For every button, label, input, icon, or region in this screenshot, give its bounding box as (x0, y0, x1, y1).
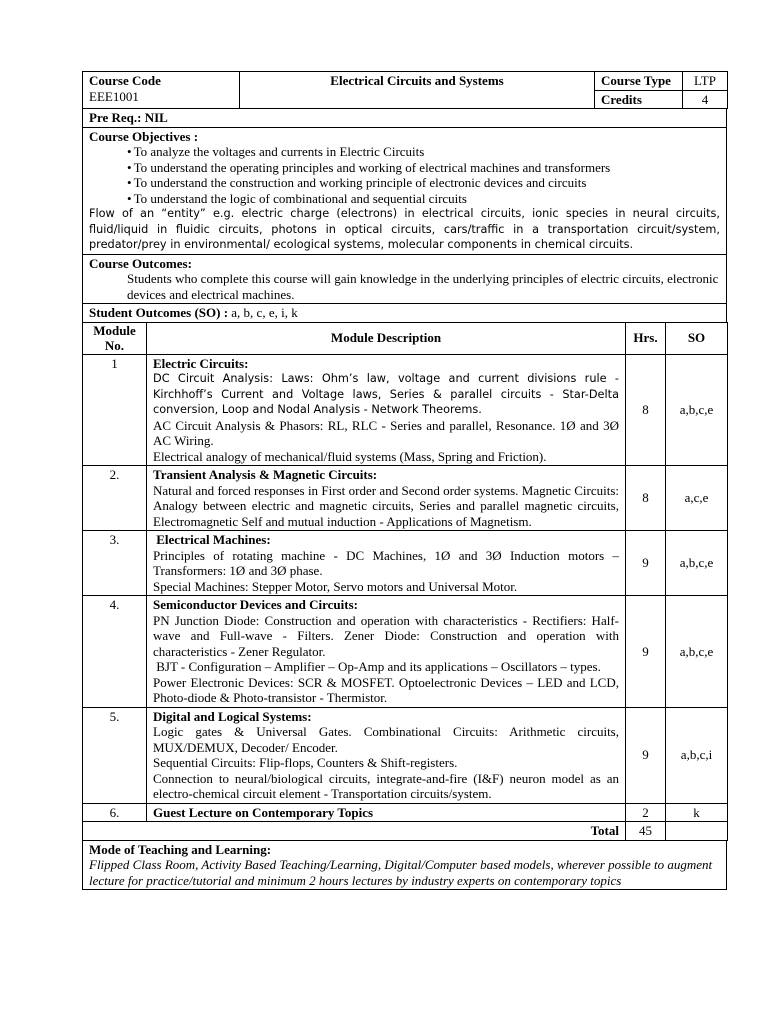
prerequisites: Pre Req.: NIL (83, 109, 727, 128)
student-outcomes-row (83, 304, 727, 323)
module-number: 2. (83, 466, 147, 531)
objective-item: • To understand the construction and working principle of electronic devices and circuits (127, 175, 720, 191)
objectives-list (89, 144, 720, 206)
module-so: a,b,c,e (666, 531, 728, 596)
module-line: Electrical analogy of mechanical/fluid systems (Mass, Spring and Friction). (153, 448, 547, 464)
mode-title: Mode of Teaching and Learning: (89, 841, 272, 857)
mode-table (82, 840, 727, 891)
module-so: a,c,e (666, 466, 728, 531)
objective-item: • To analyze the voltages and currents in Electric Circuits (127, 144, 720, 160)
module-so: k (666, 803, 728, 822)
module-row (83, 596, 728, 708)
module-description-header: Module Description (147, 322, 626, 354)
objective-item: • To understand the operating principles and working of electrical machines and transformers (127, 160, 720, 176)
objective-item: • To understand the logic of combinational and sequential circuits (127, 191, 720, 207)
module-line: BJT - Configuration – Amplifier – Op-Amp and its applications – Oscillators – types. (153, 659, 601, 674)
module-title: Guest Lecture on Contemporary Topics (153, 804, 374, 820)
module-number: 3. (83, 531, 147, 596)
module-hours: 9 (626, 596, 666, 708)
mode-text: Flipped Class Room, Activity Based Teaching/Learning, Digital/Computer based models, wherever possible to augment lecture for practice/tutorial and minimum 2 hours lectures by industry experts on contemporary topics (89, 857, 713, 888)
total-row (83, 822, 728, 841)
modules-table (82, 322, 728, 841)
module-hours: 9 (626, 707, 666, 803)
total-label: Total (83, 822, 626, 841)
module-so: a,b,c,e (666, 354, 728, 466)
course-code-cell (83, 72, 240, 109)
module-hours: 9 (626, 531, 666, 596)
module-hours: 8 (626, 354, 666, 466)
module-hours: 2 (626, 803, 666, 822)
course-title: Electrical Circuits and Systems (240, 72, 595, 109)
module-line: Natural and forced responses in First order and Second order systems. Magnetic Circuits: Analogy between electric and magnetic circuits, Series and parallel magnetic circuits, Electromagnetic Self and mutual induction - Applications of Magnetism. (153, 482, 619, 529)
module-line: Power Electronic Devices: SCR & MOSFET. Optoelectronic Devices – LED and LCD, Photo-diode & Photo-transistor - Thermistor. (153, 674, 619, 705)
total-hours: 45 (626, 822, 666, 841)
module-no-header: Module No. (83, 322, 147, 354)
module-so: a,b,c,i (666, 707, 728, 803)
module-description (147, 354, 626, 466)
module-title: Digital and Logical Systems: (153, 708, 312, 724)
module-number: 6. (83, 803, 147, 822)
module-line: Connection to neural/biological circuits, integrate-and-fire (I&F) neuron model as an electro-chemical circuit element - Transportation circuits/system. (153, 770, 619, 801)
module-row (83, 531, 728, 596)
module-row (83, 803, 728, 822)
course-outcomes-title: Course Outcomes: (89, 255, 192, 271)
credits-value: 4 (683, 90, 728, 109)
so-header: SO (666, 322, 728, 354)
module-row (83, 466, 728, 531)
syllabus-page (82, 71, 727, 890)
student-outcomes-value: a, b, c, e, i, k (228, 305, 298, 320)
module-line: AC Circuit Analysis & Phasors: RL, RLC - Series and parallel, Resonance. 1Ø and 3Ø AC Wiring. (153, 417, 619, 448)
student-outcomes-label: Student Outcomes (SO) : (89, 305, 229, 320)
module-title: Transient Analysis & Magnetic Circuits: (153, 467, 378, 482)
module-so: a,b,c,e (666, 596, 728, 708)
hours-header: Hrs. (626, 322, 666, 354)
module-line: Sequential Circuits: Flip-flops, Counters & Shift-registers. (153, 755, 458, 770)
module-line: Principles of rotating machine - DC Machines, 1Ø and 3Ø Induction motors – Transformers: 1Ø and 3Ø phase. (153, 547, 619, 578)
module-number: 4. (83, 596, 147, 708)
course-type-value: LTP (683, 72, 728, 91)
module-line: Special Machines: Stepper Motor, Servo motors and Universal Motor. (153, 578, 518, 594)
module-title: Electrical Machines: (153, 532, 271, 547)
course-objectives-title: Course Objectives : (89, 128, 199, 144)
module-line: Logic gates & Universal Gates. Combinational Circuits: Arithmetic circuits, MUX/DEMUX, Decoder/ Encoder. (153, 724, 619, 755)
module-hours: 8 (626, 466, 666, 531)
credits-label: Credits (595, 90, 683, 109)
module-description (147, 531, 626, 596)
total-so-empty (666, 822, 728, 841)
module-description (147, 466, 626, 531)
course-outcomes-section (83, 254, 727, 304)
mode-of-teaching-section (83, 840, 727, 890)
module-description (147, 803, 626, 822)
course-type-label: Course Type (595, 72, 683, 91)
module-title: Semiconductor Devices and Circuits: (153, 597, 358, 612)
course-objectives-section (83, 127, 727, 254)
flow-of-entity-text: Flow of an “entity” e.g. electric charge (electrons) in electrical circuits, ionic species in neural circuits, fluid/liquid in fluidic circuits, photons in optical circuits, cars/traffic in a transportation circuit/system, predator/prey in environmental/ ecological systems, molecular components in chemical circuits. (89, 207, 720, 251)
course-code-label: Course Code (89, 73, 161, 88)
module-number: 1 (83, 354, 147, 466)
module-row (83, 354, 728, 466)
course-outcomes-text: Students who complete this course will gain knowledge in the underlying principles of electric circuits, electronic devices and electrical machines. (127, 271, 719, 302)
module-description (147, 707, 626, 803)
module-row (83, 707, 728, 803)
modules-header-row (83, 322, 728, 354)
module-line: DC Circuit Analysis: Laws: Ohm’s law, voltage and current divisions rule - Kirchhoff’s Current and Voltage laws, Series & parallel circuits - Star-Delta conversion, Loop and Nodal Analysis - Network Theorems. (153, 372, 619, 416)
course-code-value: EEE1001 (89, 88, 139, 104)
module-line: PN Junction Diode: Construction and operation with characteristics - Rectifiers: Half-wave and Full-wave - Filters. Zener Diode: Construction and operation with characteristics - Zener Regulator. (153, 612, 619, 659)
module-title: Electric Circuits: (153, 355, 249, 371)
course-info-table (82, 108, 727, 323)
module-description (147, 596, 626, 708)
module-number: 5. (83, 707, 147, 803)
course-header-table (82, 71, 728, 109)
